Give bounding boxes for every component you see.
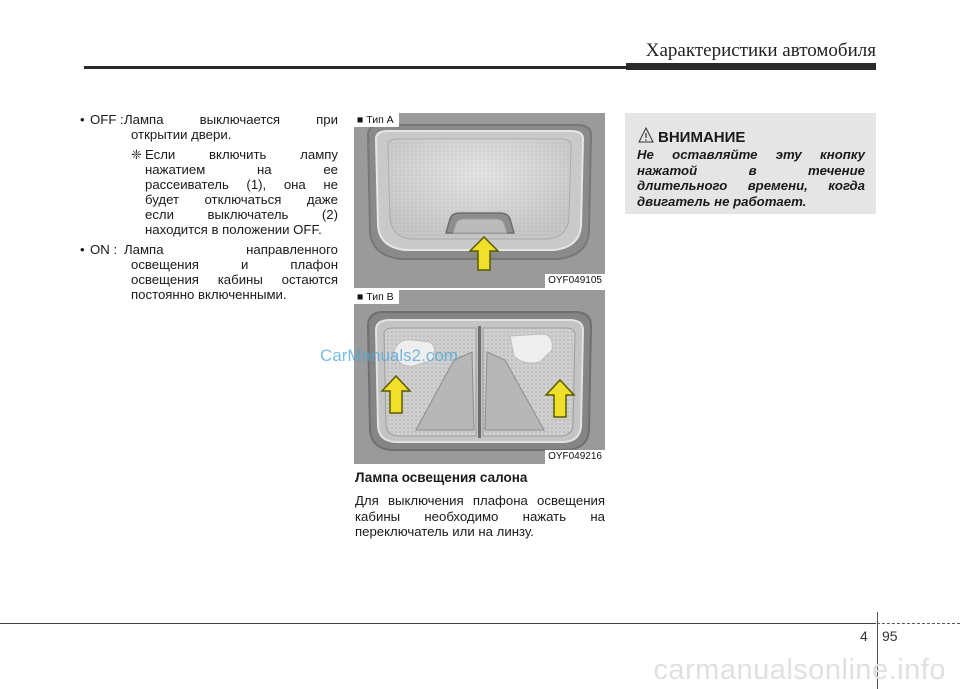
note-line: нажатием на ее [145,162,338,177]
body-line: Для выключения плафона освещения [355,493,605,508]
chapter-number: 4 [860,628,868,644]
dome-lamp-type-a-illustration [354,113,605,288]
on-item-text: постоянно включенными. [131,287,287,302]
on-key: ON : [90,242,118,257]
page-number: 95 [882,628,898,644]
bullet: • [80,112,85,127]
caution-box [625,113,876,214]
note-line: если выключатель (2) [145,207,338,222]
section-heading: Лампа освещения салона [355,470,528,485]
caution-title: ВНИМАНИЕ [658,129,746,146]
off-word: при [316,112,338,127]
caution-line: нажатой в течение [637,162,865,178]
off-note [80,147,338,237]
section-body [355,493,605,540]
on-word: Лампа [124,242,164,257]
caution-header [638,123,745,146]
caution-line: длительного времени, когда [637,178,865,193]
note-line: Если включить лампу [145,147,338,162]
figure-b-code: OYF049216 [545,450,605,464]
figure-b-label: ■ Тип B [354,290,399,304]
on-word: направленного [246,242,338,257]
figure-type-a [354,113,605,288]
note-line: рассеиватель (1), она не [145,177,338,192]
body-line: переключатель или на линзу. [355,524,534,539]
dome-lamp-type-b-illustration [354,290,605,464]
note-line: будет отключаться даже [145,192,338,207]
header-rule-accent [626,63,876,70]
body-line: кабины необходимо нажать на [355,508,605,524]
on-item-text: освещения кабины остаются [131,272,338,287]
off-item-text: открытии двери. [131,127,232,142]
caution-text [637,147,865,209]
figure-a-code: OYF049105 [545,274,605,288]
figure-type-b [354,288,605,464]
off-key: OFF : [90,112,124,127]
footer-site-watermark: carmanualsonline.info [653,654,946,686]
bullet: • [80,242,85,257]
off-item-line [80,112,338,127]
lamp-switch-description [80,112,338,302]
note-symbol: ❈ [131,147,143,162]
on-item-text: освещения и плафон [131,257,338,272]
interior-lamp-section [355,470,605,540]
footer-rule [0,623,876,624]
page-header-title: Характеристики автомобиля [645,40,876,61]
off-word: Лампа [124,112,164,127]
off-word: выключается [199,112,281,127]
note-line: находится в положении OFF. [145,222,322,237]
caution-line: Не оставляйте эту кнопку [637,147,865,162]
on-item-line [80,242,338,257]
warning-triangle-icon [638,127,654,143]
site-watermark: CarManuals2.com [320,346,458,365]
figure-a-label: ■ Тип A [354,113,399,127]
caution-line: двигатель не работает. [637,193,807,209]
